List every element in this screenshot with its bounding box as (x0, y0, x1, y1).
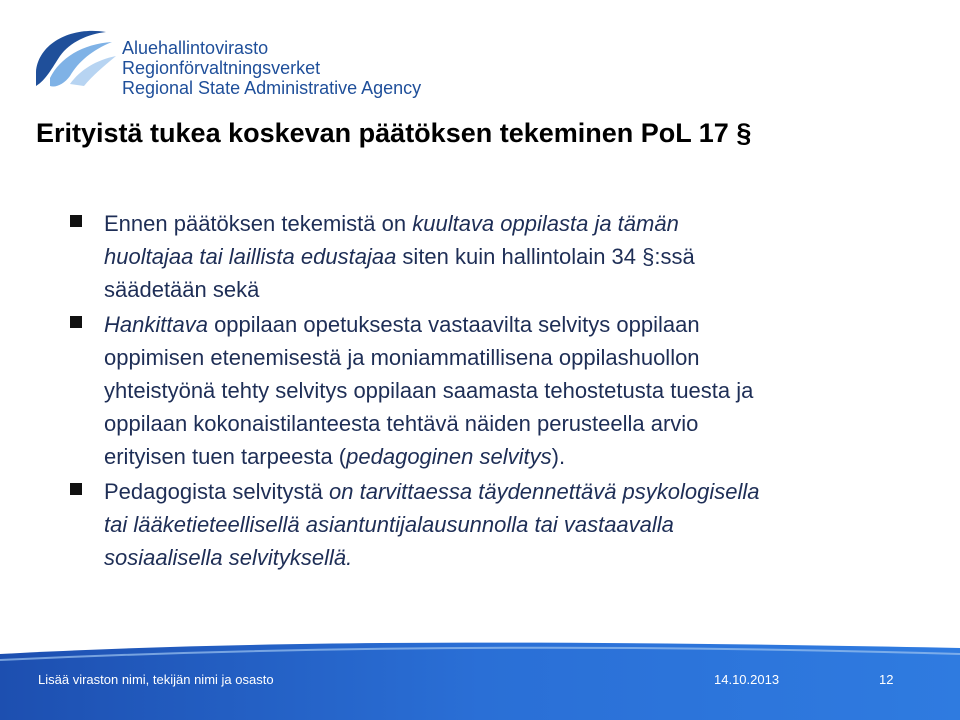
bullet-text-italic: pedagoginen selvitys (346, 444, 552, 469)
bullet-text-italic: tai lääketieteellisellä asiantuntijalausunnolla tai vastaavalla (104, 512, 674, 537)
bullet-text-italic: huoltajaa tai laillista edustajaa (104, 244, 397, 269)
bullet-text: oppilaan kokonaistilanteesta tehtävä näiden perusteella arvio (104, 411, 699, 436)
avi-swirl-logo-icon (30, 26, 116, 88)
bullet-text-italic: sosiaalisella selvityksellä. (104, 545, 353, 570)
bullet-text-italic: kuultava oppilasta ja tämän (412, 211, 679, 236)
bullet-text: erityisen tuen tarpeesta ( (104, 444, 347, 469)
bullet-text: ). (551, 444, 566, 469)
slide-title: Erityistä tukea koskevan päätöksen tekeminen PoL 17 § (36, 118, 752, 148)
bullet-text: Ennen päätöksen tekemistä on (104, 211, 413, 236)
square-bullet-icon (70, 483, 82, 495)
agency-name-sv: Regionförvaltningsverket (122, 58, 321, 78)
bullet-text-italic: Hankittava (104, 312, 208, 337)
square-bullet-icon (70, 215, 82, 227)
bullet-item (62, 207, 922, 306)
bullet-text: Pedagogista selvitystä (104, 479, 330, 504)
bullet-text: säädetään sekä (104, 277, 260, 302)
footer-org-text: Lisää viraston nimi, tekijän nimi ja osasto (38, 672, 274, 687)
bullet-text: yhteistyönä tehty selvitys oppilaan saamasta tehostetusta tuesta ja (104, 378, 754, 403)
bullet-text: oppilaan opetuksesta vastaavilta selvitys oppilaan (207, 312, 700, 337)
slide-body (62, 207, 922, 576)
agency-name-fi: Aluehallintovirasto (122, 38, 269, 58)
agency-name (122, 38, 421, 98)
agency-name-en: Regional State Administrative Agency (122, 78, 422, 98)
bullet-text-italic: on tarvittaessa täydennettävä psykologisella (329, 479, 760, 504)
footer-date: 14.10.2013 (714, 672, 780, 687)
bullet-item (62, 475, 922, 574)
square-bullet-icon (70, 316, 82, 328)
bullet-text: oppimisen etenemisestä ja moniammatillisena oppilashuollon (104, 345, 700, 370)
bullet-item (62, 308, 922, 473)
footer-page-number: 12 (879, 672, 894, 687)
bullet-text: siten kuin hallintolain 34 §:ssä (396, 244, 695, 269)
